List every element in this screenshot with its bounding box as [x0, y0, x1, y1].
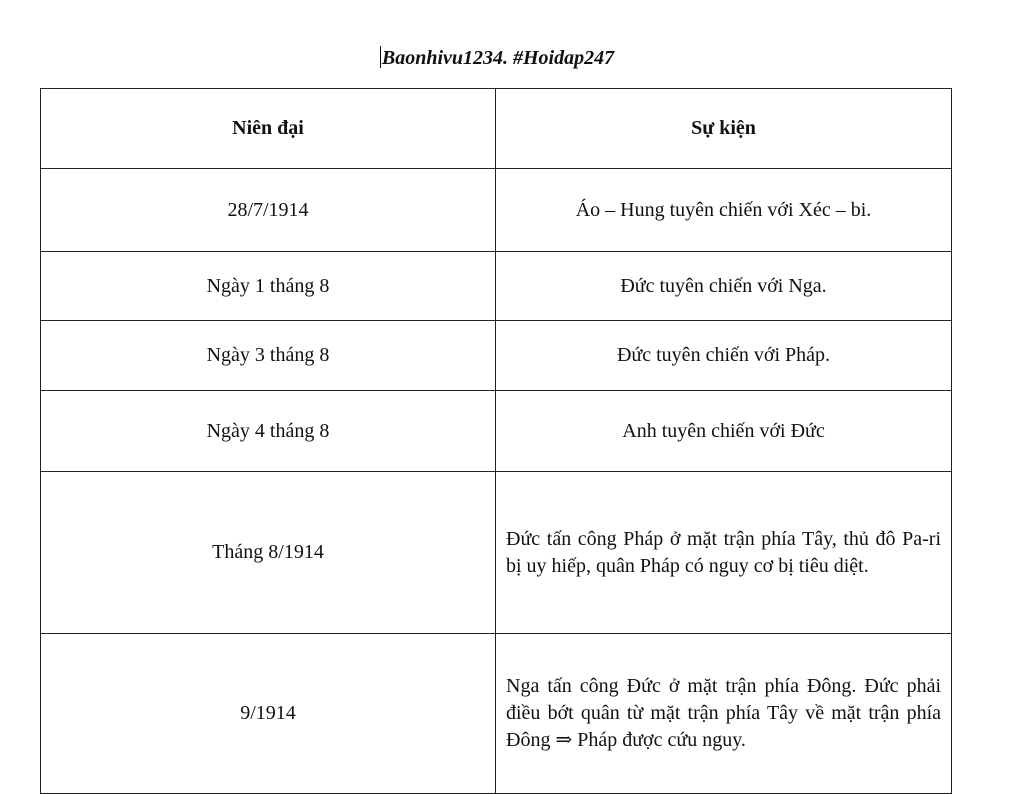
date-cell: Ngày 1 tháng 8 — [41, 252, 496, 321]
date-cell: Ngày 4 tháng 8 — [41, 391, 496, 472]
date-cell: Ngày 3 tháng 8 — [41, 321, 496, 391]
event-cell: Anh tuyên chiến với Đức — [496, 391, 952, 472]
event-cell: Nga tấn công Đức ở mặt trận phía Đông. Đức phải điều bớt quân từ mặt trận phía Tây về mặt trận phía Đông ⇒ Pháp được cứu nguy. — [496, 634, 952, 794]
table-header-row — [41, 89, 952, 169]
document-title-text: Baonhivu1234. #Hoidap247 — [381, 47, 615, 69]
date-cell: 9/1914 — [41, 634, 496, 794]
table-row — [41, 634, 952, 794]
table-row — [41, 321, 952, 391]
date-cell: Tháng 8/1914 — [41, 472, 496, 634]
header-nien-dai: Niên đại — [41, 89, 496, 169]
event-cell: Đức tấn công Pháp ở mặt trận phía Tây, thủ đô Pa-ri bị uy hiếp, quân Pháp có nguy cơ bị tiêu diệt. — [496, 472, 952, 634]
event-cell: Đức tuyên chiến với Nga. — [496, 252, 952, 321]
document-title — [0, 44, 994, 72]
event-cell: Đức tuyên chiến với Pháp. — [496, 321, 952, 391]
date-cell: 28/7/1914 — [41, 169, 496, 252]
table-row — [41, 252, 952, 321]
table-row — [41, 472, 952, 634]
text-cursor — [380, 46, 381, 68]
header-su-kien: Sự kiện — [496, 89, 952, 169]
table-row — [41, 169, 952, 252]
table-row — [41, 391, 952, 472]
event-cell: Áo – Hung tuyên chiến với Xéc – bi. — [496, 169, 952, 252]
events-table — [40, 88, 952, 794]
